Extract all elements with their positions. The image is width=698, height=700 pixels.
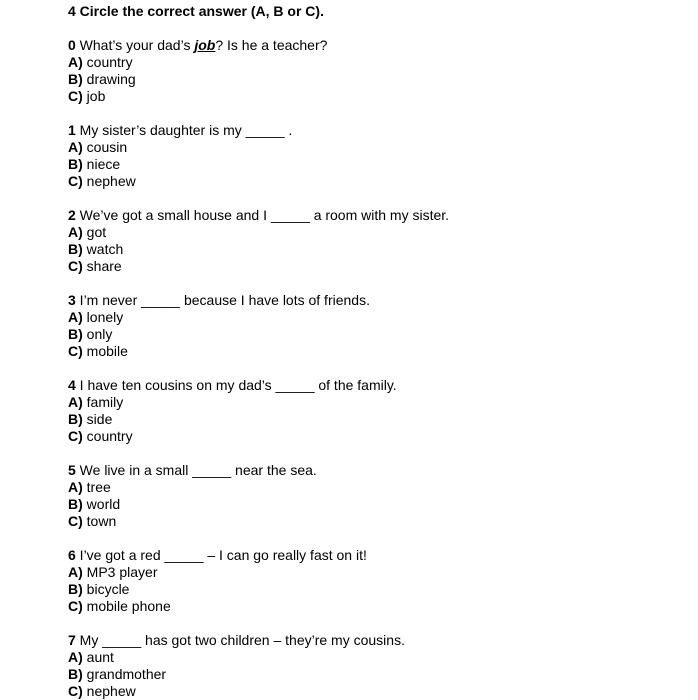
- answer-option[interactable]: [68, 241, 688, 258]
- answer-keyword: job: [194, 37, 216, 53]
- question-stem: We live in a small _____ near the sea.: [75, 462, 317, 478]
- answer-option[interactable]: [68, 513, 688, 530]
- question-number: 0: [68, 37, 76, 53]
- answer-option[interactable]: [68, 54, 688, 71]
- option-letter: C): [68, 428, 83, 444]
- question-text: [68, 122, 688, 139]
- question-1: [68, 122, 688, 190]
- question-stem: I’ve got a red _____ – I can go really fast on it!: [75, 547, 367, 563]
- question-number: 1: [68, 122, 76, 138]
- option-text: family: [82, 394, 124, 410]
- question-text: [68, 37, 688, 54]
- answer-option[interactable]: [68, 258, 688, 275]
- option-text: country: [82, 428, 133, 444]
- question-number: 5: [68, 462, 76, 478]
- option-text: only: [82, 326, 113, 342]
- question-3: [68, 292, 688, 360]
- option-text: nephew: [82, 173, 136, 189]
- option-text: MP3 player: [82, 564, 158, 580]
- option-text: aunt: [82, 649, 114, 665]
- answer-option[interactable]: [68, 343, 688, 360]
- option-text: grandmother: [82, 666, 167, 682]
- question-text: [68, 547, 688, 564]
- question-stem: I’m never _____ because I have lots of friends.: [75, 292, 370, 308]
- option-text: share: [82, 258, 122, 274]
- answer-option[interactable]: [68, 71, 688, 88]
- option-letter: A): [68, 564, 83, 580]
- answer-option[interactable]: [68, 496, 688, 513]
- option-letter: A): [68, 54, 83, 70]
- question-stem: What’s your dad’s: [75, 37, 195, 53]
- question-stem: My _____ has got two children – they’re my cousins.: [75, 632, 405, 648]
- option-letter: B): [68, 326, 83, 342]
- option-letter: A): [68, 309, 83, 325]
- question-number: 4: [68, 377, 76, 393]
- question-text: [68, 292, 688, 309]
- option-letter: B): [68, 581, 83, 597]
- answer-option[interactable]: [68, 666, 688, 683]
- option-letter: A): [68, 394, 83, 410]
- answer-option[interactable]: [68, 394, 688, 411]
- question-number: 6: [68, 547, 76, 563]
- answer-option[interactable]: [68, 173, 688, 190]
- option-text: side: [82, 411, 113, 427]
- option-text: nephew: [82, 683, 136, 699]
- answer-option[interactable]: [68, 309, 688, 326]
- question-0: [68, 37, 688, 105]
- question-stem: My sister’s daughter is my _____ .: [75, 122, 293, 138]
- answer-option[interactable]: [68, 411, 688, 428]
- option-letter: A): [68, 479, 83, 495]
- option-text: bicycle: [82, 581, 130, 597]
- answer-option[interactable]: [68, 649, 688, 666]
- question-text: [68, 462, 688, 479]
- option-letter: C): [68, 683, 83, 699]
- answer-option[interactable]: [68, 564, 688, 581]
- option-letter: B): [68, 666, 83, 682]
- option-letter: C): [68, 88, 83, 104]
- option-letter: B): [68, 496, 83, 512]
- option-text: town: [82, 513, 117, 529]
- question-text: [68, 377, 688, 394]
- question-4: [68, 377, 688, 445]
- answer-option[interactable]: [68, 224, 688, 241]
- worksheet: [68, 3, 688, 700]
- question-stem: We’ve got a small house and I _____ a room with my sister.: [75, 207, 450, 223]
- question-text: [68, 632, 688, 649]
- option-text: tree: [82, 479, 111, 495]
- option-text: drawing: [82, 71, 136, 87]
- answer-option[interactable]: [68, 598, 688, 615]
- option-text: niece: [82, 156, 121, 172]
- question-list: [68, 37, 688, 700]
- question-number: 3: [68, 292, 76, 308]
- question-2: [68, 207, 688, 275]
- option-text: lonely: [82, 309, 124, 325]
- question-7: [68, 632, 688, 700]
- question-6: [68, 547, 688, 615]
- option-letter: B): [68, 411, 83, 427]
- answer-option[interactable]: [68, 139, 688, 156]
- option-text: got: [82, 224, 107, 240]
- answer-option[interactable]: [68, 683, 688, 700]
- option-letter: C): [68, 598, 83, 614]
- question-number: 2: [68, 207, 76, 223]
- option-letter: C): [68, 258, 83, 274]
- option-letter: A): [68, 139, 83, 155]
- option-letter: C): [68, 343, 83, 359]
- option-letter: B): [68, 156, 83, 172]
- answer-option[interactable]: [68, 479, 688, 496]
- option-text: job: [82, 88, 106, 104]
- option-text: world: [82, 496, 121, 512]
- question-stem-end: ? Is he a teacher?: [215, 37, 328, 53]
- option-text: cousin: [82, 139, 128, 155]
- option-text: mobile phone: [82, 598, 171, 614]
- answer-option[interactable]: [68, 428, 688, 445]
- answer-option[interactable]: [68, 156, 688, 173]
- question-text: [68, 207, 688, 224]
- option-letter: A): [68, 649, 83, 665]
- option-letter: B): [68, 241, 83, 257]
- option-letter: C): [68, 513, 83, 529]
- option-text: mobile: [82, 343, 128, 359]
- question-number: 7: [68, 632, 76, 648]
- exercise-heading: 4 Circle the correct answer (A, B or C).: [68, 3, 324, 19]
- answer-option[interactable]: [68, 581, 688, 598]
- option-letter: B): [68, 71, 83, 87]
- answer-option[interactable]: [68, 88, 688, 105]
- option-text: watch: [82, 241, 124, 257]
- option-letter: C): [68, 173, 83, 189]
- answer-option[interactable]: [68, 326, 688, 343]
- option-text: country: [82, 54, 133, 70]
- option-letter: A): [68, 224, 83, 240]
- question-5: [68, 462, 688, 530]
- question-stem: I have ten cousins on my dad’s _____ of the family.: [75, 377, 397, 393]
